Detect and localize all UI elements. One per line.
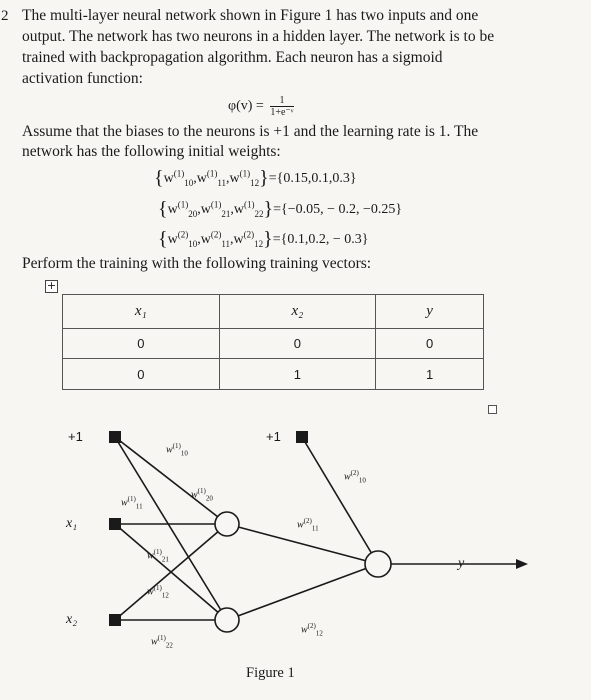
weight-label-w21-1: $w^{(1)}_{21}$ [147,548,169,564]
output-neuron [365,551,391,577]
perform-text: Perform the training with the following training vectors: [22,255,372,272]
weight-set-2: $\{w^{(1)}_{20},w^{(1)}_{21},w^{(1)}_{22}\}=\{-0.05$, − 0.2, −0.25} [158,198,403,220]
table-header-x2: x₂ [219,295,376,329]
output-label-y: y [458,556,465,571]
weight-label-w22-1: $w^{(1)}_{22}$ [151,634,173,650]
figure-caption: Figure 1 [246,665,295,681]
weight-set-1-values: {0.15,0.1,0.3} [276,171,357,186]
edge-w20-1 [115,437,227,620]
table-cell: 0 [63,359,220,390]
weight-set-2-values: {−0.05, − 0.2, −0.25} [281,202,403,217]
weight-set-3: $\{w^{(2)}_{10},w^{(2)}_{11},w^{(2)}_{12}\}=\{0.1,0.2$, − 0.3} [158,228,369,250]
x2-input-node [109,614,121,626]
activation-lhs: φ(v) = [228,98,264,114]
bias-label-input: +1 [68,429,83,444]
bias-hidden-node [296,431,308,443]
weight-set-1: $\{w^{(1)}_{10},w^{(1)}_{11},w^{(1)}_{12}\}=\{0.15,0.1,0.3\}$ [154,167,357,189]
bias-input-node [109,431,121,443]
problem-text-line-1: The multi-layer neural network shown in Figure 1 has two inputs and one [22,7,479,24]
assume-text-line-1: Assume that the biases to the neurons is +1 and the learning rate is 1. The [22,123,479,140]
problem-text-line-4: activation function: [22,70,143,87]
weight-label-w10-2: $w^{(2)}_{10}$ [344,469,366,485]
hidden-neuron-1 [215,512,239,536]
hidden-neuron-2 [215,608,239,632]
table-cell: 0 [219,328,376,359]
table-cell: 0 [63,328,220,359]
input-label-x2: x₂ [66,612,78,627]
weight-label-w11-2: $w^{(2)}_{11}$ [297,517,319,533]
edge-w12-2 [227,564,378,620]
table-cell: 1 [376,359,484,390]
edge-w10-2 [302,437,378,564]
table-cell: 0 [376,328,484,359]
problem-text-line-2: output. The network has two neurons in a hidden layer. The network is to be [22,28,495,45]
table-header-x1: x₁ [63,295,220,329]
activation-numerator: 1 [270,95,293,107]
assume-text-line-2: network has the following initial weights: [22,143,281,160]
weight-label-w11-1: $w^{(1)}_{11}$ [121,495,143,511]
output-arrowhead [516,559,528,569]
activation-denominator: 1+e⁻ᵛ [270,107,294,118]
table-cell: 1 [219,359,376,390]
table-move-handle-icon[interactable]: + [46,279,57,292]
weight-label-w12-1: $w^{(1)}_{12}$ [147,584,169,600]
input-label-x1: x₁ [66,516,78,531]
x1-input-node [109,518,121,530]
bias-label-hidden: +1 [266,429,281,444]
weight-set-3-values: {0.1,0.2, − 0.3} [280,232,369,247]
problem-text-line-3: trained with backpropagation algorithm. Each neuron has a sigmoid [22,49,443,66]
table-header-y: y [376,295,484,329]
weight-label-w10-1: $w^{(1)}_{10}$ [166,442,188,458]
weight-label-w12-2: $w^{(2)}_{12}$ [301,622,323,638]
problem-number: 2 [1,8,9,24]
weight-label-w20-1: $w^{(1)}_{20}$ [191,487,213,503]
